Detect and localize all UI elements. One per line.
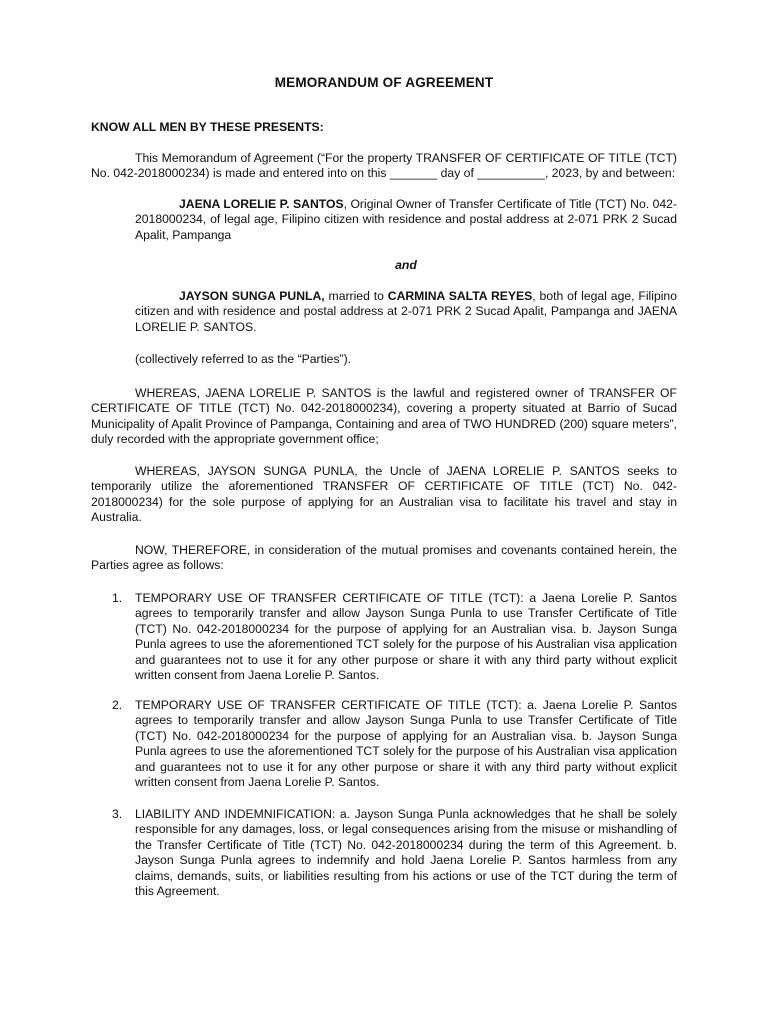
list-item — [112, 807, 677, 899]
list-item-number: 1. — [112, 591, 123, 605]
party-two-description: , both of legal age, Filipino citizen and with residence and postal address at 2-071 PRK 2 Sucad Apalit, Pampanga and JAENA LORELIE P. SANTOS. — [135, 289, 677, 334]
party-two-married-text: married to — [324, 289, 388, 303]
intro-heading: KNOW ALL MEN BY THESE PRESENTS: — [91, 120, 324, 134]
party-two-name: JAYSON SUNGA PUNLA, — [179, 289, 325, 303]
list-item-number: 3. — [112, 807, 123, 821]
opening-paragraph: This Memorandum of Agreement (“For the property TRANSFER OF CERTIFICATE OF TITLE (TCT) No. 042-2018000234) is made and entered into on this _______ day of __________, 2023, by and between: — [91, 151, 677, 181]
list-item — [112, 591, 677, 683]
list-item — [112, 698, 677, 790]
party-two-paragraph — [135, 289, 677, 335]
conjunction-and: and — [395, 258, 417, 272]
party-two-spouse: CARMINA SALTA REYES — [387, 289, 533, 303]
list-item-number: 2. — [112, 698, 123, 712]
document-title: MEMORANDUM OF AGREEMENT — [274, 75, 494, 90]
whereas-paragraph-1: WHEREAS, JAENA LORELIE P. SANTOS is the lawful and registered owner of TRANSFER OF CERTIFICATE OF TITLE (TCT) No. 042-2018000234), covering a property situated at Barrio of Sucad Municipality of Apalit Province of Pampanga, Containing and area of TWO HUNDRED (200) square meters”, duly recorded with the appropriate government office; — [91, 386, 677, 447]
collective-paragraph: (collectively referred to as the “Parties”). — [135, 352, 352, 366]
party-one-name: JAENA LORELIE P. SANTOS — [179, 197, 344, 211]
now-therefore-paragraph: NOW, THEREFORE, in consideration of the mutual promises and covenants contained herein, the Parties agree as follows: — [91, 543, 677, 573]
party-one-description: , Original Owner of Transfer Certificate of Title (TCT) No. 042-2018000234, of legal age, Filipino citizen with residence and postal address at 2-071 PRK 2 Sucad Apalit, Pampanga — [135, 197, 677, 242]
list-item-text: LIABILITY AND INDEMNIFICATION: a. Jayson Sunga Punla acknowledges that he shall be solely responsible for any damages, loss, or legal consequences arising from the misuse or mishandling of the Transfer Certificate of Title (TCT) No. 042-2018000234 during the term of this Agreement. b. Jayson Sunga Punla agrees to indemnify and hold Jaena Lorelie P. Santos harmless from any claims, demands, suits, or liabilities resulting from his actions or use of the TCT during the term of this Agreement. — [135, 807, 677, 899]
list-item-text: TEMPORARY USE OF TRANSFER CERTIFICATE OF TITLE (TCT): a Jaena Lorelie P. Santos agrees to temporarily transfer and allow Jayson Sunga Punla to use Transfer Certificate of Title (TCT) No. 042-2018000234 for the purpose of applying for an Australian visa. b. Jayson Sunga Punla agrees to use the aforementioned TCT solely for the purpose of his Australian visa application and guarantees not to use it for any other purpose or share it with any third party without explicit written consent from Jaena Lorelie P. Santos. — [135, 591, 677, 683]
whereas-paragraph-2: WHEREAS, JAYSON SUNGA PUNLA, the Uncle of JAENA LORELIE P. SANTOS seeks to temporarily utilize the aforementioned TRANSFER OF CERTIFICATE OF TITLE (TCT) No. 042-2018000234) for the sole purpose of applying for an Australian visa to facilitate his travel and stay in Australia. — [91, 464, 677, 525]
party-one-paragraph — [135, 197, 677, 243]
list-item-text: TEMPORARY USE OF TRANSFER CERTIFICATE OF TITLE (TCT): a. Jaena Lorelie P. Santos agrees to temporarily transfer and allow Jayson Sunga Punla to use Transfer Certificate of Title (TCT) No. 042-2018000234 for the purpose of applying for an Australian visa. b. Jayson Sunga Punla agrees to use the aforementioned TCT solely for the purpose of his Australian visa application and guarantees not to use it for any other purpose or share it with any third party without explicit written consent from Jaena Lorelie P. Santos. — [135, 698, 677, 790]
